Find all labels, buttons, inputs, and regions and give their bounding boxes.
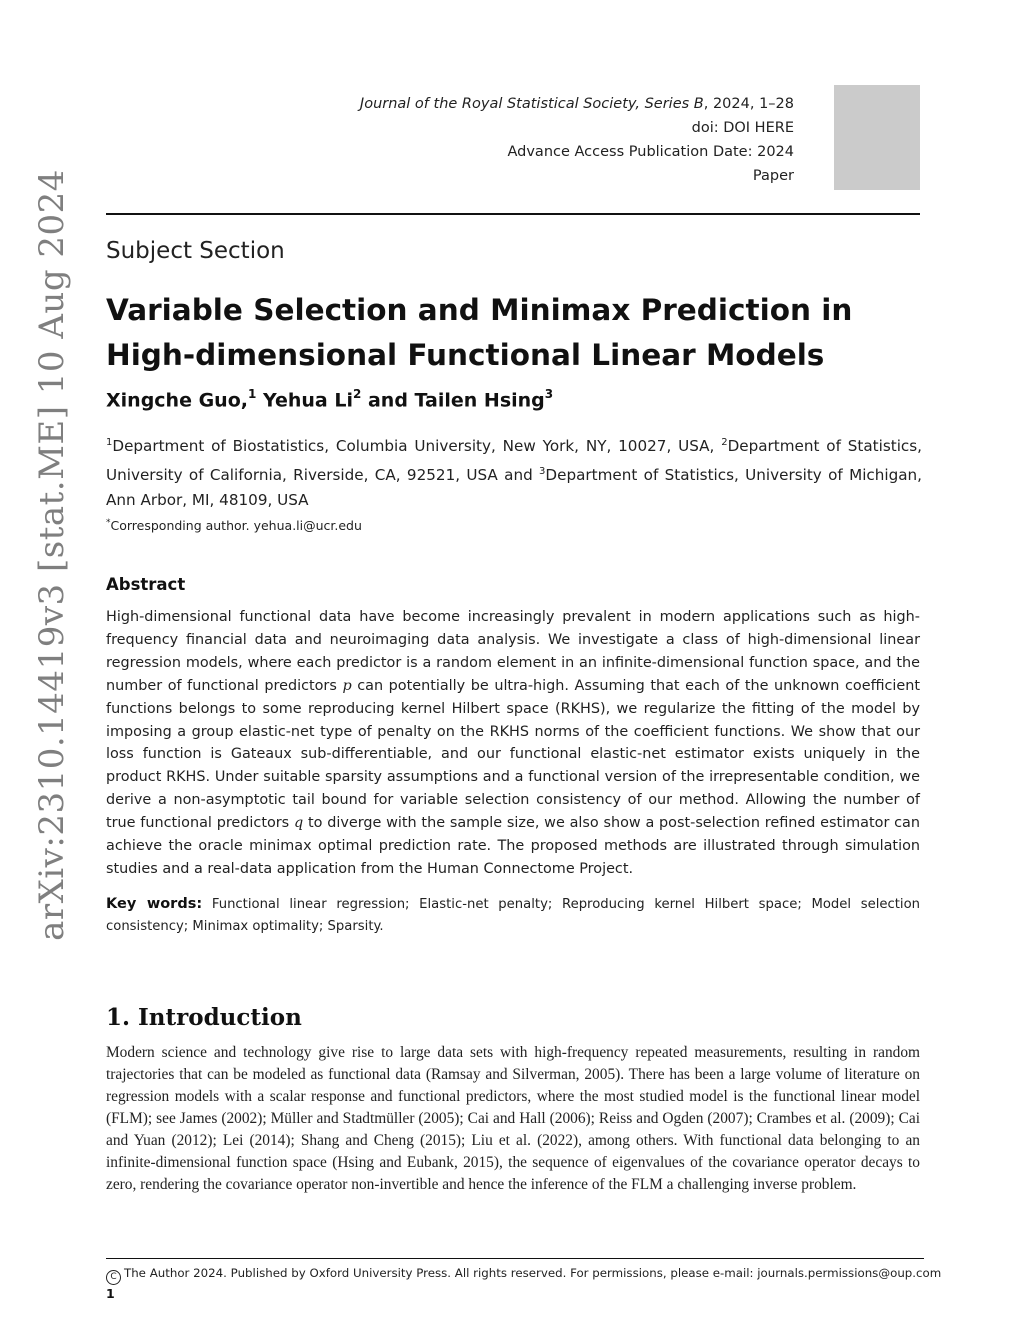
affiliation: Department of Statistics, University of California, Riverside, CA, 92521, USA and [106,437,923,485]
author-name: Yehua Li [262,389,353,412]
page-number: 1 [106,1286,115,1301]
affiliations [106,430,922,513]
journal-info [360,92,794,188]
author-name: Tailen Hsing [414,389,545,412]
abstract-body [106,606,920,881]
subject-section: Subject Section [106,238,285,264]
affiliation: Department of Statistics, University of Michigan, Ann Arbor, MI, 48109, USA [106,466,923,510]
header-rule [106,213,920,215]
arxiv-stamp: arXiv:2310.14419v3 [stat.ME] 10 Aug 2024 [32,169,72,941]
affiliation-mark: 2 [721,437,728,448]
journal-access-date: Advance Access Publication Date: 2024 [507,144,794,160]
keywords-text: Functional linear regression; Elastic-net penalty; Reproducing kernel Hilbert space; Model selection consistency; Minimax optimality; Sparsity. [106,897,921,934]
abstract-heading: Abstract [106,575,186,594]
author-affiliation-mark: 2 [352,387,362,401]
copyright-icon: C [106,1270,121,1285]
footer-rule [106,1258,924,1259]
paper-title: Variable Selection and Minimax Prediction in High-dimensional Functional Linear Models [106,293,853,372]
math-variable: q [293,815,304,832]
author-affiliation-mark: 3 [544,387,554,401]
journal-citation [360,92,794,116]
affiliation: Department of Biostatistics, Columbia University, New York, NY, 10027, USA, [112,437,715,456]
author-conjunction: and [367,389,408,412]
author-list [106,388,553,411]
math-variable: p [342,677,352,694]
journal-doi: doi: DOI HERE [691,120,794,136]
section-heading: 1. Introduction [106,1004,302,1031]
corresponding-mark: * [106,518,111,528]
abstract-text: can potentially be ultra-high. Assuming that each of the unknown coefficient functions belongs to some reproducing kernel Hilbert space (RKHS), we regularize the fitting of the model by imposing a group elastic-net type of penalty on the RKHS norms of the coefficient functions. We show that our loss function is Gateaux sub-differentiable, and our functional elastic-net estimator exists uniquely in the product RKHS. Under suitable sparsity assumptions and a functional version of the irrepresentable condition, we derive a non-asymptotic tail bound for variable selection consistency of our method. Allowing the number of true functional predictors [106,677,921,832]
keywords-label: Key words: [106,896,203,912]
affiliation-mark: 3 [539,466,546,478]
corresponding-author [106,518,362,533]
introduction-body: Modern science and technology give rise to large data sets with high-frequency repeated measurements, resulting in random trajectories that can be modeled as functional data (Ramsay and Silverman, 2005). There has been a large volume of literature on regression models with a scalar response and functional predictors, where the most studied model is the functional linear model (FLM); see James (2002); Müller and Stadtmüller (2005); Cai and Hall (2006); Reiss and Ogden (2007); Crambes et al. (2009); Cai and Yuan (2012); Lei (2014); Shang and Cheng (2015); Liu et al. (2022), among others. With functional data belonging to an infinite-dimensional function space (Hsing and Eubank, 2015), the sequence of eigenvalues of the covariance operator decays to zero, rendering the covariance operator non-invertible and hence the inference of the FLM a challenging inverse problem. [106,1044,920,1193]
copyright-text: The Author 2024. Published by Oxford University Press. All rights reserved. For permissions, please e-mail: journals.permissions@oup.com [124,1266,942,1280]
abstract-text: High-dimensional functional data have become increasingly prevalent in modern applications such as high-frequency financial data and neuroimaging data analysis. We investigate a class of high-dimensional linear regression models, where each predictor is a random element in an infinite-dimensional function space, and the number of functional predictors [106,609,920,694]
journal-logo-placeholder [834,85,920,190]
abstract-text: to diverge with the sample size, we also show a post-selection refined estimator can achieve the oracle minimax optimal prediction rate. The proposed methods are illustrated through simulation studies and a real-data application from the Human Connectome Project. [106,815,920,877]
journal-paper-type: Paper [752,168,794,184]
journal-year-pages: , 2024, 1–28 [703,96,794,112]
author-affiliation-mark: 1 [247,387,257,401]
affiliation-mark: 1 [106,437,113,448]
copyright-notice [106,1266,941,1285]
journal-name: Journal of the Royal Statistical Society, Series B [359,96,704,112]
keywords [106,893,920,938]
corresponding-text: Corresponding author. yehua.li@ucr.edu [110,518,362,534]
author-name: Xingche Guo, [106,389,248,412]
